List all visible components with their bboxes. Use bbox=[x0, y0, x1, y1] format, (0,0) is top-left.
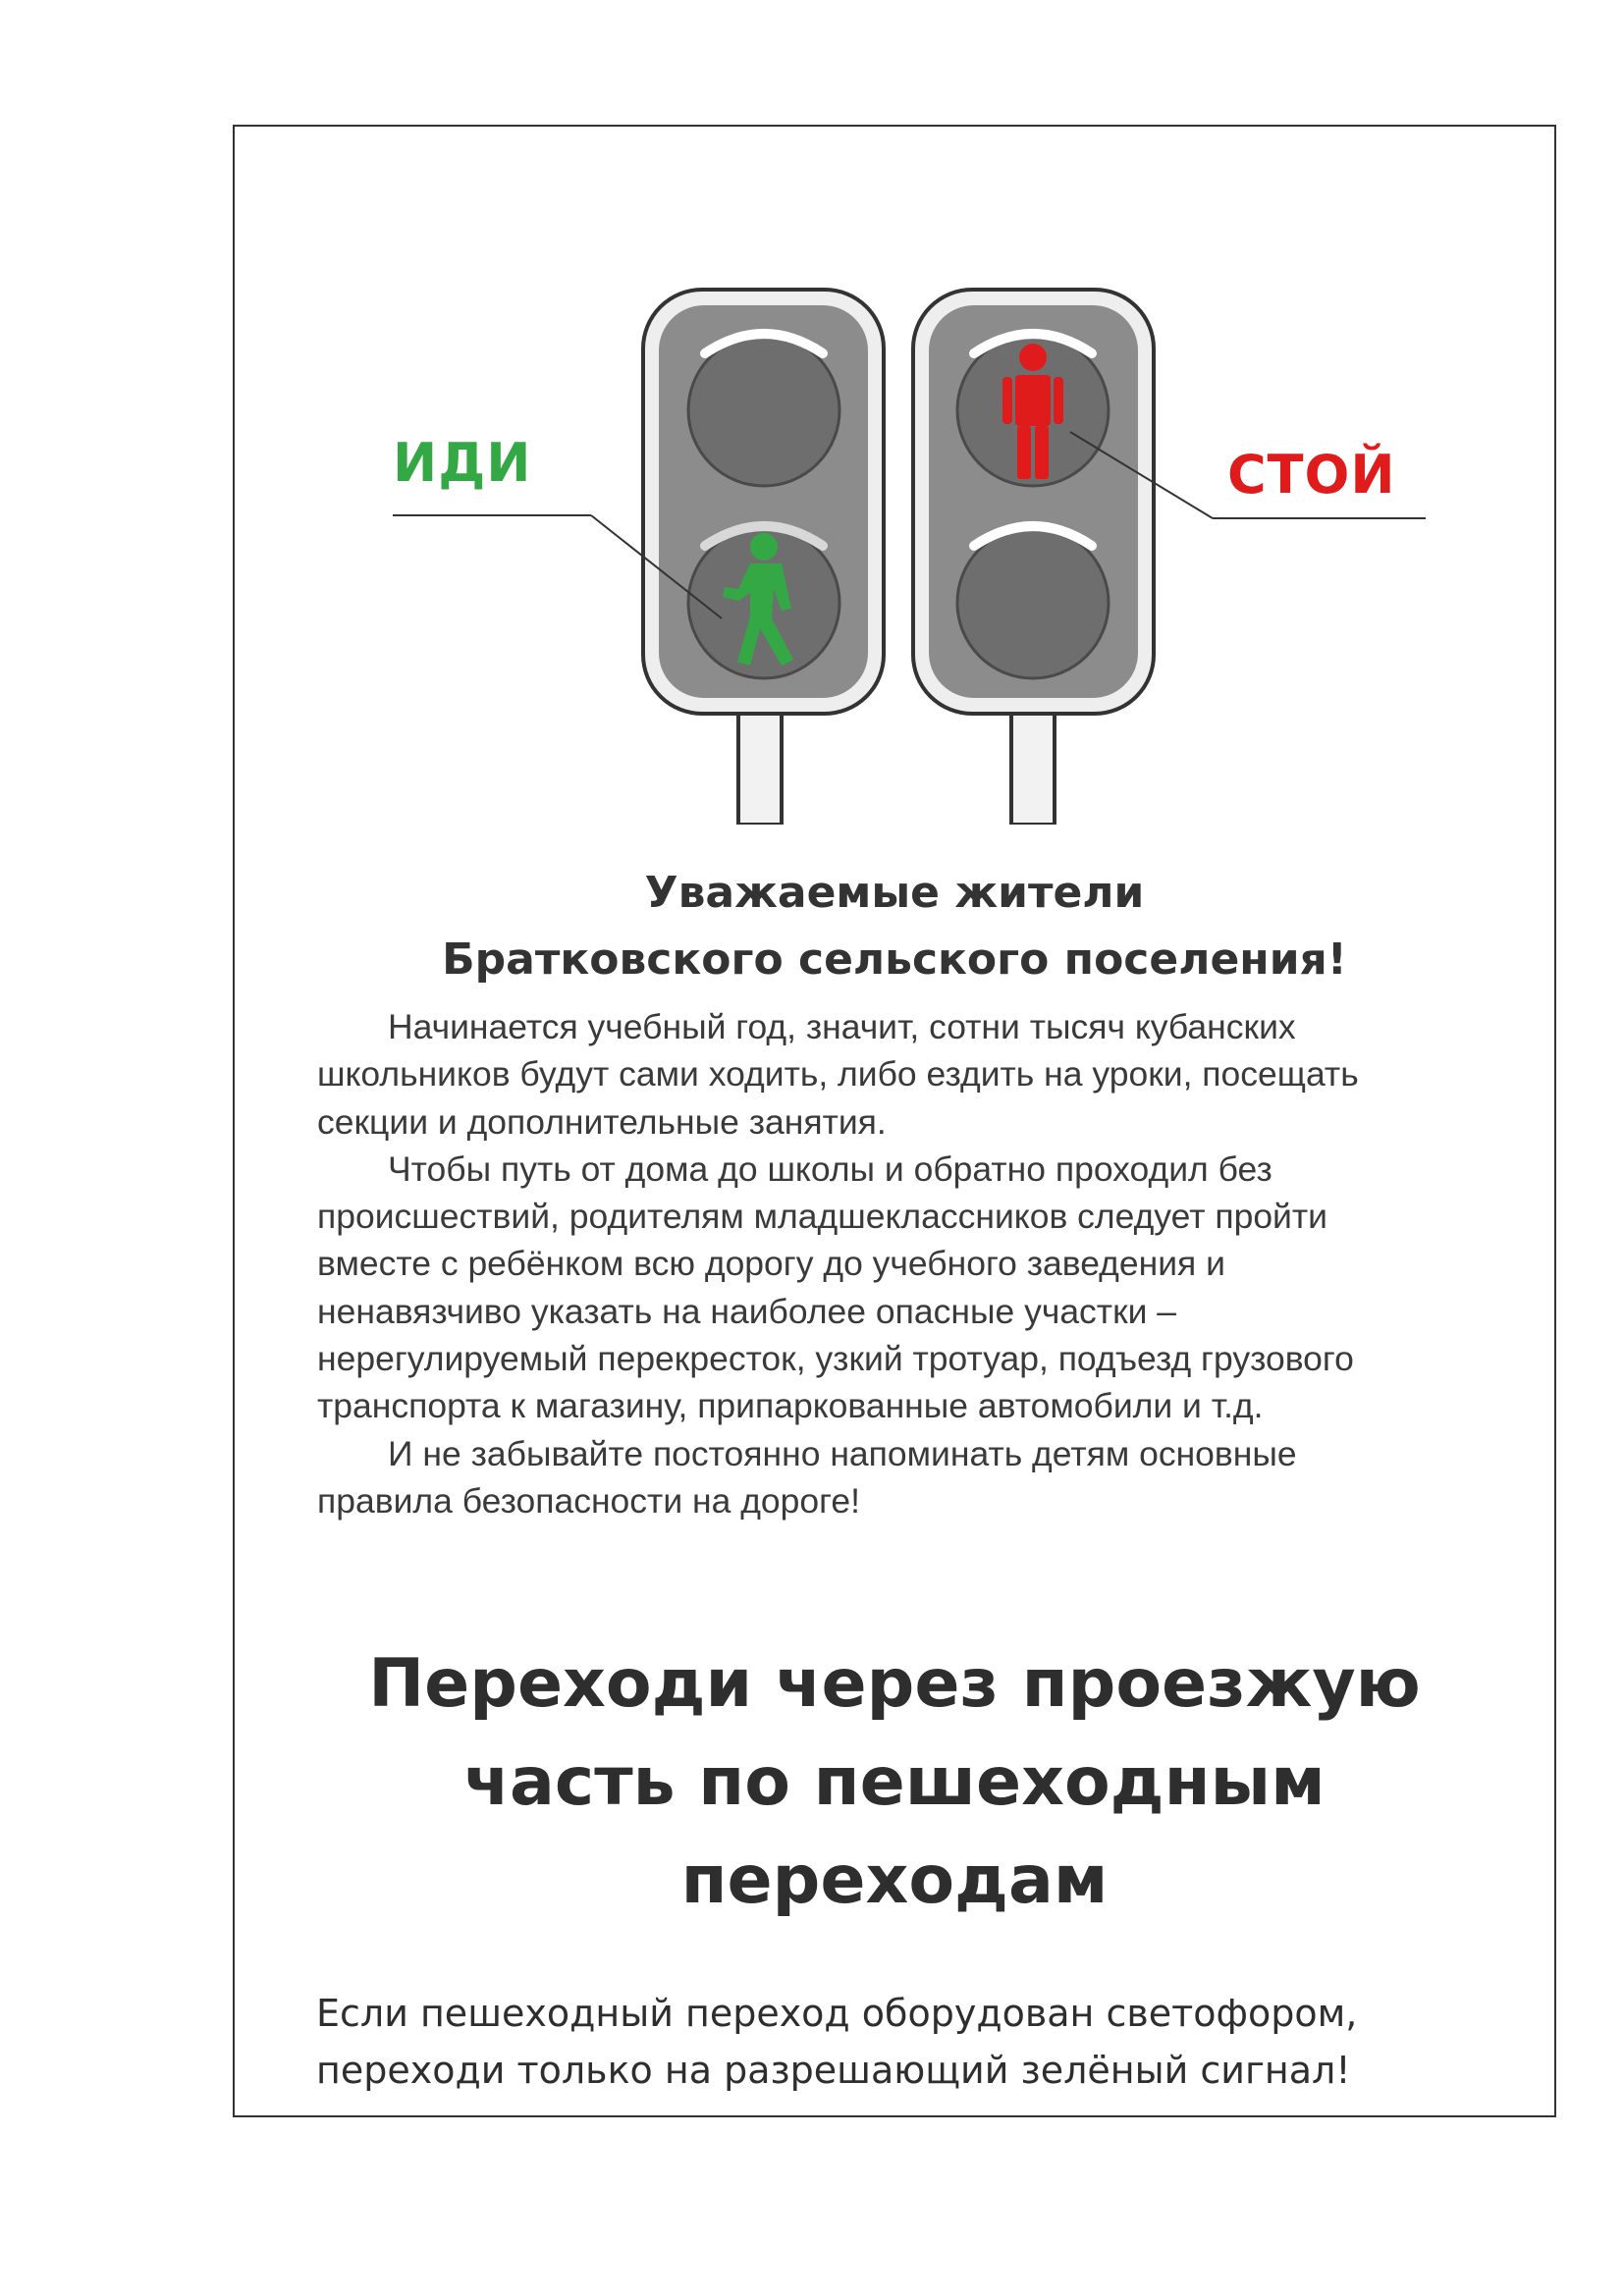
body-line: Чтобы путь от дома до школы и обратно проходил без bbox=[388, 1148, 1272, 1189]
body-line: вместе с ребёнком всю дорогу до учебного заведения и bbox=[317, 1244, 1225, 1284]
slogan-line: Переходи через проезжую bbox=[368, 1645, 1421, 1723]
heading-line: Братковского сельского поселения! bbox=[442, 934, 1347, 985]
body-text bbox=[317, 1003, 1476, 1524]
greeting-heading bbox=[233, 860, 1556, 993]
crossing-slogan bbox=[233, 1635, 1556, 1930]
note-line: переходи только на разрешающий зелёный сигнал! bbox=[316, 2049, 1351, 2092]
body-line: И не забывайте постоянно напоминать детям основные bbox=[388, 1433, 1297, 1473]
heading-line: Уважаемые жители bbox=[644, 868, 1145, 918]
body-line: транспорта к магазину, припаркованные автомобили и т.д. bbox=[317, 1386, 1264, 1426]
body-line: Начинается учебный год, значит, сотни тысяч кубанских bbox=[388, 1007, 1296, 1046]
stop-label: СТОЙ bbox=[1227, 444, 1396, 506]
traffic-light-go-icon bbox=[393, 290, 884, 825]
traffic-light-stop-icon bbox=[913, 290, 1426, 825]
traffic-lights-illustration bbox=[373, 275, 1453, 825]
body-line: правила безопасности на дороге! bbox=[317, 1480, 860, 1521]
body-line: происшествий, родителям младшеклассников следует пройти bbox=[317, 1197, 1327, 1237]
traffic-light-note bbox=[316, 1985, 1357, 2099]
body-line: нерегулируемый перекресток, узкий тротуар, подъезд грузового bbox=[317, 1339, 1354, 1379]
body-line: ненавязчиво указать на наиболее опасные участки – bbox=[317, 1291, 1177, 1331]
slogan-line: переходам bbox=[680, 1842, 1109, 1919]
go-label: ИДИ bbox=[393, 432, 532, 494]
note-line: Если пешеходный переход оборудован светофором, bbox=[316, 1992, 1358, 2035]
body-line: секции и дополнительные занятия. bbox=[317, 1101, 887, 1142]
slogan-line: часть по пешеходным bbox=[463, 1743, 1326, 1821]
body-line: школьников будут сами ходить, либо ездить на уроки, посещать bbox=[317, 1054, 1359, 1095]
